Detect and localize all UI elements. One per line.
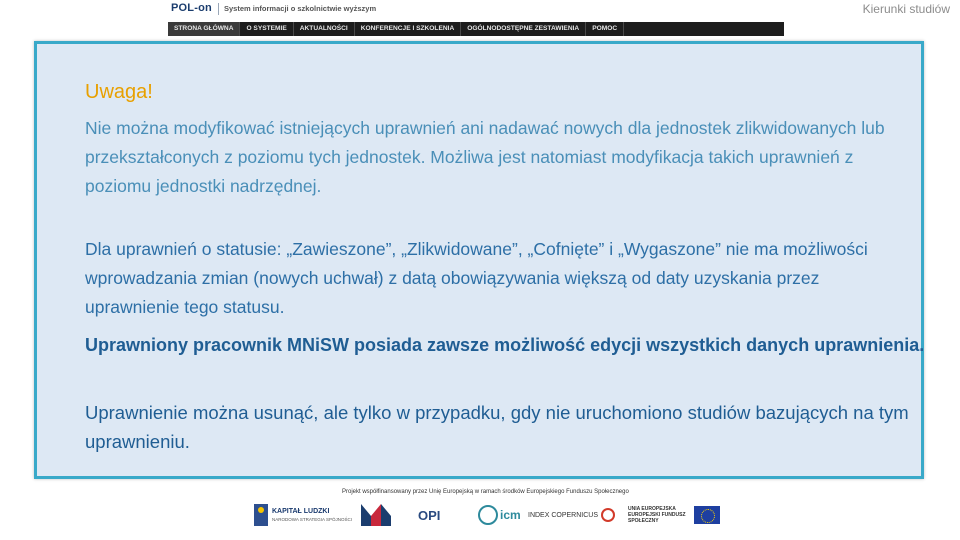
logo-divider xyxy=(218,3,219,15)
mnisw-icon xyxy=(361,504,395,526)
polon-logo[interactable]: POL-on xyxy=(171,2,212,14)
kapital-ludzki-icon xyxy=(254,504,268,526)
system-name: System informacji o szkolnictwie wyższym xyxy=(224,4,377,13)
eu-label: UNIA EUROPEJSKA EUROPEJSKI FUNDUSZ SPOŁECZNY xyxy=(628,506,686,524)
site-header xyxy=(168,0,784,19)
mnisw-logo xyxy=(361,502,395,528)
copernicus-ring-icon xyxy=(601,508,615,522)
notice-heading: Uwaga! xyxy=(85,81,153,103)
opi-logo xyxy=(418,502,440,528)
nav-item-zestawienia[interactable]: OGÓLNODOSTĘPNE ZESTAWIENIA xyxy=(461,22,586,36)
nav-item-strona-glowna[interactable]: STRONA GŁÓWNA xyxy=(168,22,240,36)
opi-label: OPI xyxy=(418,507,441,523)
notice-panel xyxy=(34,41,924,479)
nav-item-konferencje[interactable]: KONFERENCJE I SZKOLENIA xyxy=(355,22,461,36)
icm-logo xyxy=(478,502,521,528)
main-nav xyxy=(168,22,784,36)
funding-statement: Projekt współfinansowany przez Unię Europejską w ramach środków Europejskiego Funduszu Społecznego xyxy=(342,489,629,495)
kapital-ludzki-sub: NARODOWA STRATEGIA SPÓJNOŚCI xyxy=(272,516,353,522)
nav-item-pomoc[interactable]: POMOC xyxy=(586,22,624,36)
icm-ring-icon xyxy=(478,505,498,525)
notice-paragraph-3: Uprawniony pracownik MNiSW posiada zawsze możliwość edycji wszystkich danych uprawnienia. xyxy=(85,335,925,355)
notice-paragraph-1: Nie można modyfikować istniejących uprawnień ani nadawać nowych dla jednostek zlikwidowanych lub przekształconych z poziomu tych jednostek. Możliwa jest natomiast modyfikacja takich uprawnień z poziomu jednostki nadrzędnej. xyxy=(85,118,885,196)
kapital-ludzki-logo xyxy=(254,502,352,528)
notice-paragraph-2: Dla uprawnień o statusie: „Zawieszone”, „Zlikwidowane”, „Cofnięte” i „Wygaszone” nie ma możliwości wprowadzania zmian (nowych uchwał) z datą obowiązywania większą od daty uzyskania przez uprawnienie tego statusu. xyxy=(85,239,868,317)
index-copernicus-logo xyxy=(528,502,618,528)
notice-paragraph-4: Uprawnienie można usunąć, ale tylko w przypadku, gdy nie uruchomiono studiów bazujących na tym uprawnieniu. xyxy=(85,402,909,452)
eu-logo xyxy=(628,502,720,528)
slide-section-label: Kierunki studiów xyxy=(862,2,950,16)
nav-item-aktualnosci[interactable]: AKTUALNOŚCI xyxy=(294,22,355,36)
funding-footer xyxy=(168,486,784,540)
eu-flag-icon xyxy=(694,506,720,524)
kapital-ludzki-label: KAPITAŁ LUDZKI xyxy=(272,507,330,515)
copernicus-label: INDEX COPERNICUS xyxy=(528,511,599,519)
nav-item-o-systemie[interactable]: O SYSTEMIE xyxy=(240,22,293,36)
icm-label: icm xyxy=(500,508,521,522)
